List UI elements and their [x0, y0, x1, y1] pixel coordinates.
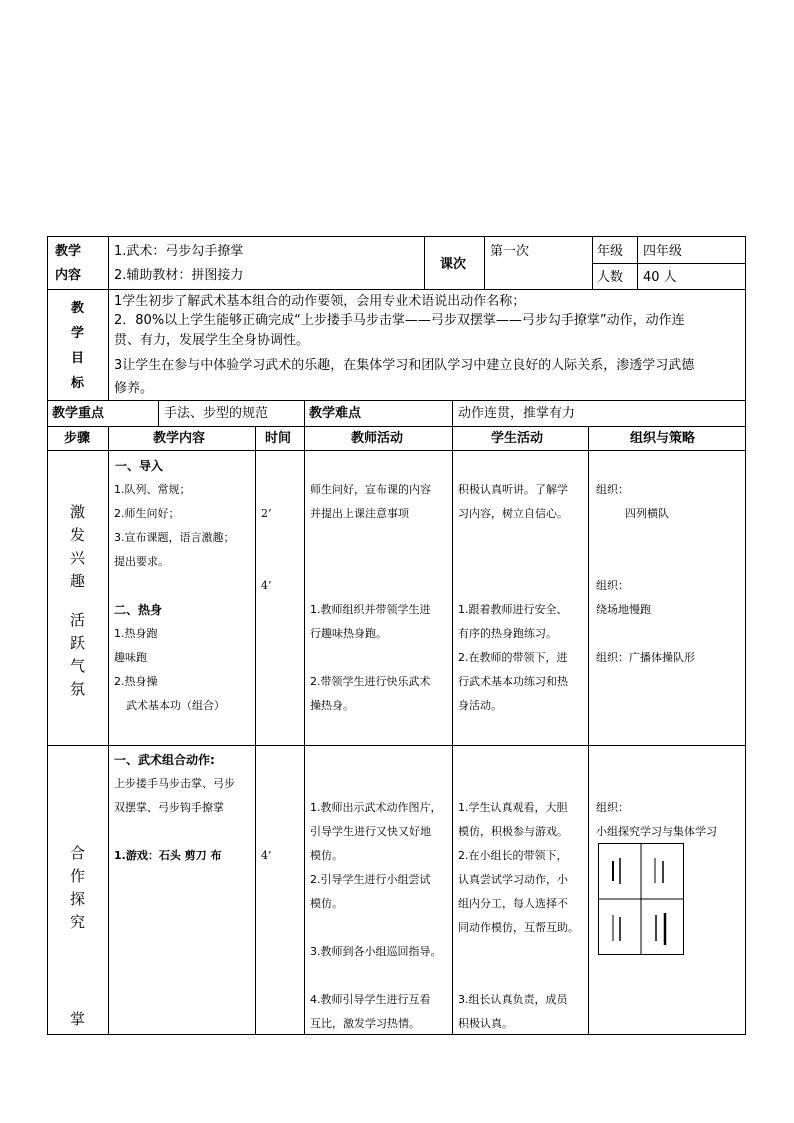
goal-line-1: 1学生初步了解武术基本组合的动作要领，会用专业术语说出动作名称；: [114, 294, 526, 309]
s1-item: 2.师生问好；: [114, 507, 180, 520]
grade-label: 年级: [597, 244, 624, 259]
s2-time: 4’: [261, 849, 272, 862]
goal-line-2: 2．80%以上学生能够正确完成“上步搂手马步击掌——弓步双摆掌——弓步勾手撩掌”动作，动作连: [114, 313, 685, 328]
s1-student-line: 1.跟着教师进行安全、: [458, 603, 568, 616]
s1-student-line: 2.在教师的带领下，进: [458, 651, 568, 664]
goals-label-3: 目: [71, 351, 85, 366]
goal-line-3: 贯、有力，发展学生全身协调性。: [114, 333, 310, 348]
s1-teacher-line: 师生问好，宣布课的内容: [310, 483, 431, 496]
s2-student-line: 1.学生认真观看，大胆: [458, 801, 568, 814]
rule: [588, 426, 589, 1035]
stage2-char: 究: [70, 913, 86, 931]
lesson-value: 第一次: [490, 244, 530, 259]
s2-student-line: 认真尝试学习动作，小: [458, 873, 568, 886]
s1-item: 1.热身跑: [114, 627, 158, 640]
content-label-1: 教学: [55, 244, 82, 259]
s1-item: 3.宣布课题，语言激趣；: [114, 531, 235, 544]
stage2-char-bottom: 掌: [70, 1010, 86, 1028]
rule: [304, 426, 305, 1035]
rule: [424, 236, 425, 290]
s2-teacher-line: 引导学生进行又快又好地: [310, 825, 431, 838]
col-time: 时间: [265, 431, 292, 446]
rule: [158, 400, 159, 427]
s1-org-line: 组织：: [596, 579, 629, 592]
s2-org-line: 小组探究学习与集体学习: [596, 825, 717, 838]
rule: [452, 400, 453, 427]
col-content: 教学内容: [153, 431, 206, 446]
stage1-char: 趣: [70, 572, 86, 590]
s1-org-line: 四列横队: [625, 507, 669, 520]
s1-time-1: 2’: [261, 507, 272, 520]
goals-label-4: 标: [71, 376, 85, 391]
s2-student-line: 模仿，积极参与游戏。: [458, 825, 568, 838]
s1-time-2: 4’: [261, 579, 272, 592]
s1-item: 2.热身操: [114, 675, 158, 688]
rule: [47, 1034, 746, 1035]
s1-item: 趣味跑: [114, 651, 147, 664]
stage2-char: 合: [70, 844, 86, 862]
s2-student-line: 积极认真。: [458, 1017, 513, 1030]
content-line-1: 1.武术：弓步勾手撩掌: [114, 244, 244, 259]
rule: [47, 236, 746, 237]
key-point-label: 教学重点: [52, 406, 105, 421]
s2-heading: 一、武术组合动作:: [114, 753, 215, 767]
group-formation-diagram: [598, 843, 684, 955]
s1-org-line: 绕场地慢跑: [596, 603, 651, 616]
rule: [108, 289, 109, 401]
goals-label-2: 学: [71, 326, 85, 341]
s2-student-line: 组内分工，每人选择不: [458, 897, 568, 910]
s2-student-line: 同动作模仿，互帮互助。: [458, 921, 579, 934]
s1-student-line: 有序的热身跑练习。: [458, 627, 557, 640]
rule: [47, 400, 746, 401]
rule: [47, 450, 746, 451]
s1-item: 武术基本功（组合）: [126, 699, 225, 712]
difficulty-label: 教学难点: [309, 406, 362, 421]
s1-student-line: 行武术基本功练习和热: [458, 675, 568, 688]
col-organization: 组织与策略: [630, 431, 696, 446]
s2-teacher-line: 模仿。: [310, 849, 343, 862]
rule: [47, 289, 746, 290]
goals-label-1: 教: [71, 301, 85, 316]
s2-item: 双摆掌、弓步钩手撩掌: [114, 801, 224, 814]
difficulty-value: 动作连贯，推掌有力: [458, 406, 576, 421]
rule: [484, 236, 485, 290]
s2-org-line: 组织：: [596, 801, 629, 814]
rule: [108, 236, 109, 290]
stage2-char: 作: [70, 867, 86, 885]
s2-item: 上步搂手马步击掌、弓步: [114, 777, 235, 790]
col-student: 学生活动: [491, 431, 544, 446]
key-point-value: 手法、步型的规范: [164, 406, 269, 421]
stage1-char: 兴: [70, 549, 86, 567]
count-label: 人数: [597, 270, 624, 285]
rule: [592, 236, 593, 290]
s2-teacher-line: 4.教师引导学生进行互看: [310, 993, 431, 1006]
s1-heading-intro: 一、导入: [115, 459, 164, 473]
s1-teacher-line: 行趣味热身跑。: [310, 627, 387, 640]
rule: [108, 426, 109, 1035]
s1-student-line: 身活动。: [458, 699, 502, 712]
grade-value: 四年级: [643, 244, 683, 259]
s1-teacher-line: 2.带领学生进行快乐武术: [310, 675, 431, 688]
goal-line-4: 3让学生在参与中体验学习武术的乐趣，在集体学习和团队学习中建立良好的人际关系，渗透学习武德: [114, 358, 695, 373]
s1-teacher-line: 操热身。: [310, 699, 354, 712]
stage1-char: 气: [70, 657, 86, 675]
rule: [304, 400, 305, 427]
count-value: 40 人: [643, 270, 677, 285]
stage1-char: 氛: [70, 680, 86, 698]
s2-teacher-line: 3.教师到各小组巡回指导。: [310, 945, 442, 958]
s2-game: 1.游戏：石头 剪刀 布: [114, 849, 222, 862]
s1-item: 提出要求。: [114, 555, 169, 568]
rule: [452, 426, 453, 1035]
goal-line-5: 修养。: [114, 381, 154, 396]
content-label-2: 内容: [55, 268, 82, 283]
stage1-char: 跃: [70, 634, 86, 652]
stage1-char: 发: [70, 526, 86, 544]
rule: [255, 426, 256, 1035]
s1-org-line: 组织：: [596, 483, 629, 496]
s1-org-line: 组织：广播体操队形: [596, 651, 695, 664]
s2-student-line: 3.组长认真负责，成员: [458, 993, 568, 1006]
s2-teacher-line: 互比，激发学习热情。: [310, 1017, 420, 1030]
rule: [745, 236, 746, 1035]
rule: [592, 263, 746, 264]
s2-teacher-line: 2.引导学生进行小组尝试: [310, 873, 431, 886]
col-step: 步骤: [64, 431, 91, 446]
stage1-char: 活: [70, 611, 86, 629]
content-line-2: 2.辅助教材：拼图接力: [114, 268, 244, 283]
col-teacher: 教师活动: [351, 431, 404, 446]
s1-student-line: 积极认真听讲。了解学: [458, 483, 568, 496]
s2-teacher-line: 1.教师出示武术动作图片，: [310, 801, 442, 814]
rule: [637, 236, 638, 290]
rule: [47, 426, 746, 427]
s1-heading-warmup: 二、热身: [114, 603, 163, 617]
rule: [47, 236, 48, 1035]
stage1-char: 激: [70, 503, 86, 521]
s1-teacher-line: 1.教师组织并带领学生进: [310, 603, 431, 616]
s1-teacher-line: 并提出上课注意事项: [310, 507, 409, 520]
s2-teacher-line: 模仿。: [310, 897, 343, 910]
stage2-char: 探: [70, 890, 86, 908]
rule: [47, 745, 746, 746]
s1-student-line: 习内容，树立自信心。: [458, 507, 568, 520]
lesson-label: 课次: [440, 257, 467, 272]
s2-student-line: 2.在小组长的带领下，: [458, 849, 568, 862]
s1-item: 1.队列、常规；: [114, 483, 191, 496]
